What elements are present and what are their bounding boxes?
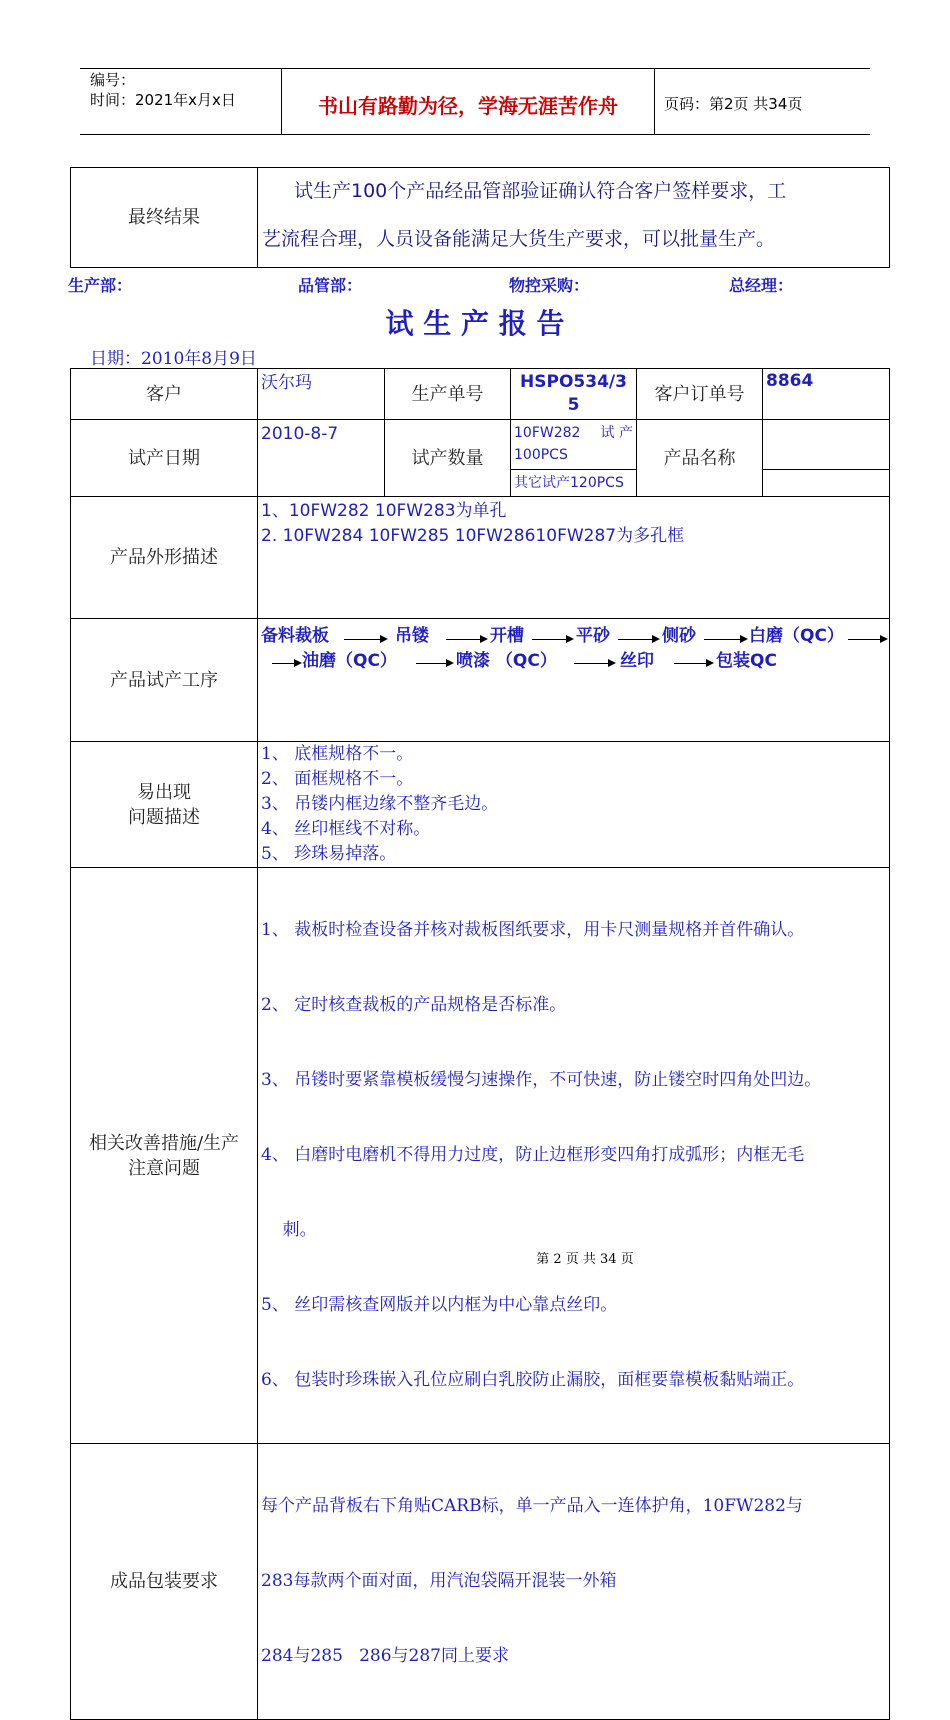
sig-production: 生产部： [68, 276, 133, 295]
arrow-1 [344, 639, 386, 640]
packing-line-2: 283每款两个面对面，用汽泡袋隔开混装一外箱 [261, 1571, 617, 1591]
sig-procurement: 物控采购： [509, 276, 590, 295]
trial-qty-label: 试产数量 [385, 420, 511, 497]
arrow-6 [848, 639, 886, 640]
sig-manager: 总经理： [729, 276, 794, 295]
final-result-table [70, 167, 890, 268]
footer-page: 第 2 页 共 34 页 [536, 1252, 634, 1267]
step-5: 侧砂 [662, 626, 696, 646]
appearance-line-1: 1、10FW282 10FW283为单孔 [261, 501, 507, 521]
order-no-value-1: HSPO534/3 [520, 372, 627, 392]
issues-label-1: 易出现 [137, 781, 191, 803]
cust-order-cell [763, 369, 890, 420]
arrow-10 [674, 663, 712, 664]
step-2: 吊镂 [395, 626, 429, 646]
measures-label-2: 注意问题 [128, 1157, 200, 1179]
measure-1: 1、 裁板时检查设备并核对裁板图纸要求，用卡尺测量规格并首件确认。 [261, 920, 805, 940]
measures-label-1: 相关改善措施/生产 [88, 1132, 240, 1154]
report-table [70, 368, 890, 1720]
arrow-4 [618, 639, 658, 640]
arrow-2 [446, 639, 486, 640]
report-title: 试 生 产 报 告 [385, 307, 565, 340]
step-4: 平砂 [576, 626, 610, 646]
arrow-7 [272, 663, 300, 664]
header-motto: 书山有路勤为径，学海无涯苦作舟 [318, 94, 618, 118]
final-result-label: 最终结果 [71, 168, 258, 268]
step-8: 喷漆 （QC） [456, 651, 557, 671]
step-9: 丝印 [620, 651, 654, 671]
issues-label-cell [71, 742, 258, 868]
packing-label: 成品包装要求 [71, 1444, 258, 1720]
final-result-cell [258, 168, 890, 268]
trial-date-cell [258, 420, 385, 497]
measure-4: 4、 白磨时电磨机不得用力过度，防止边框形变四角打成弧形；内框无毛 [261, 1145, 805, 1165]
step-3: 开槽 [490, 626, 524, 646]
arrow-8 [416, 663, 452, 664]
product-name-label: 产品名称 [637, 420, 763, 497]
measure-5: 5、 丝印需核查网版并以内框为中心靠点丝印。 [261, 1295, 618, 1315]
cust-order-value: 8864 [766, 371, 814, 391]
packing-line-1: 每个产品背板右下角贴CARB标，单一产品入一连体护角，10FW282与 [261, 1496, 803, 1516]
packing-cell [258, 1444, 890, 1720]
process-label: 产品试产工序 [71, 619, 258, 742]
cust-order-label: 客户订单号 [637, 369, 763, 420]
appearance-label: 产品外形描述 [71, 497, 258, 619]
issue-3: 3、 吊镂内框边缘不整齐毛边。 [261, 794, 499, 814]
appearance-cell [258, 497, 890, 619]
step-7: 油磨（QC） [302, 651, 397, 671]
sig-quality: 品管部： [298, 276, 363, 295]
trial-qty-other: 其它试产120PCS [514, 475, 624, 491]
product-name-box [763, 420, 889, 470]
report-date: 日期：2010年8月9日 [90, 349, 257, 369]
header-number: 编号： [90, 71, 136, 89]
issues-cell [258, 742, 890, 868]
header-bottom-rule [80, 134, 870, 135]
trial-date-label: 试产日期 [71, 420, 258, 497]
trial-qty-note: 试 产 [600, 425, 633, 441]
order-no-value-2: 5 [567, 395, 580, 415]
process-flow [258, 619, 889, 739]
header-page-info: 页码：第2页 共34页 [664, 95, 803, 113]
measure-4-cont: 刺。 [261, 1220, 317, 1240]
header-top-rule [80, 68, 870, 69]
packing-line-3: 284与285 286与287同上要求 [261, 1646, 510, 1666]
customer-label: 客户 [71, 369, 258, 420]
issue-5: 5、 珍珠易掉落。 [261, 844, 397, 864]
measures-cell [258, 868, 890, 1444]
final-result-line-1: 试生产100个产品经品管部验证确认符合客户签样要求，工 [294, 180, 787, 202]
issue-2: 2、 面框规格不一。 [261, 769, 414, 789]
final-result-line-2: 艺流程合理，人员设备能满足大货生产要求，可以批量生产。 [262, 228, 776, 250]
header-divider-2 [654, 68, 655, 135]
order-no-cell [511, 369, 637, 420]
arrow-5 [704, 639, 746, 640]
step-10: 包装QC [716, 651, 777, 671]
trial-qty-cell [511, 420, 637, 497]
step-1: 备料裁板 [261, 626, 329, 646]
trial-qty-model: 10FW282 [514, 425, 581, 441]
measures-label-cell [71, 868, 258, 1444]
issues-label-2: 问题描述 [128, 806, 200, 828]
appearance-line-2: 2. 10FW284 10FW285 10FW28610FW287为多孔框 [261, 526, 685, 546]
measure-2: 2、 定时核查裁板的产品规格是否标准。 [261, 995, 567, 1015]
trial-date-value: 2010-8-7 [261, 424, 339, 444]
issue-4: 4、 丝印框线不对称。 [261, 819, 431, 839]
measure-6: 6、 包装时珍珠嵌入孔位应刷白乳胶防止漏胶，面框要靠模板黏贴端正。 [261, 1370, 805, 1390]
arrow-3 [532, 639, 572, 640]
trial-qty-box-1 [511, 420, 636, 470]
header-time: 时间：2021年x月x日 [90, 91, 236, 109]
process-cell [258, 619, 890, 742]
order-no-label: 生产单号 [385, 369, 511, 420]
step-6: 白磨（QC） [749, 626, 844, 646]
measure-3: 3、 吊镂时要紧靠模板缓慢匀速操作，不可快速，防止镂空时四角处凹边。 [261, 1070, 822, 1090]
arrow-9 [574, 663, 614, 664]
issue-1: 1、 底框规格不一。 [261, 744, 414, 764]
trial-qty-count: 100PCS [514, 447, 568, 463]
customer-cell [258, 369, 385, 420]
customer-value: 沃尔玛 [261, 373, 312, 393]
product-name-cell [763, 420, 890, 497]
